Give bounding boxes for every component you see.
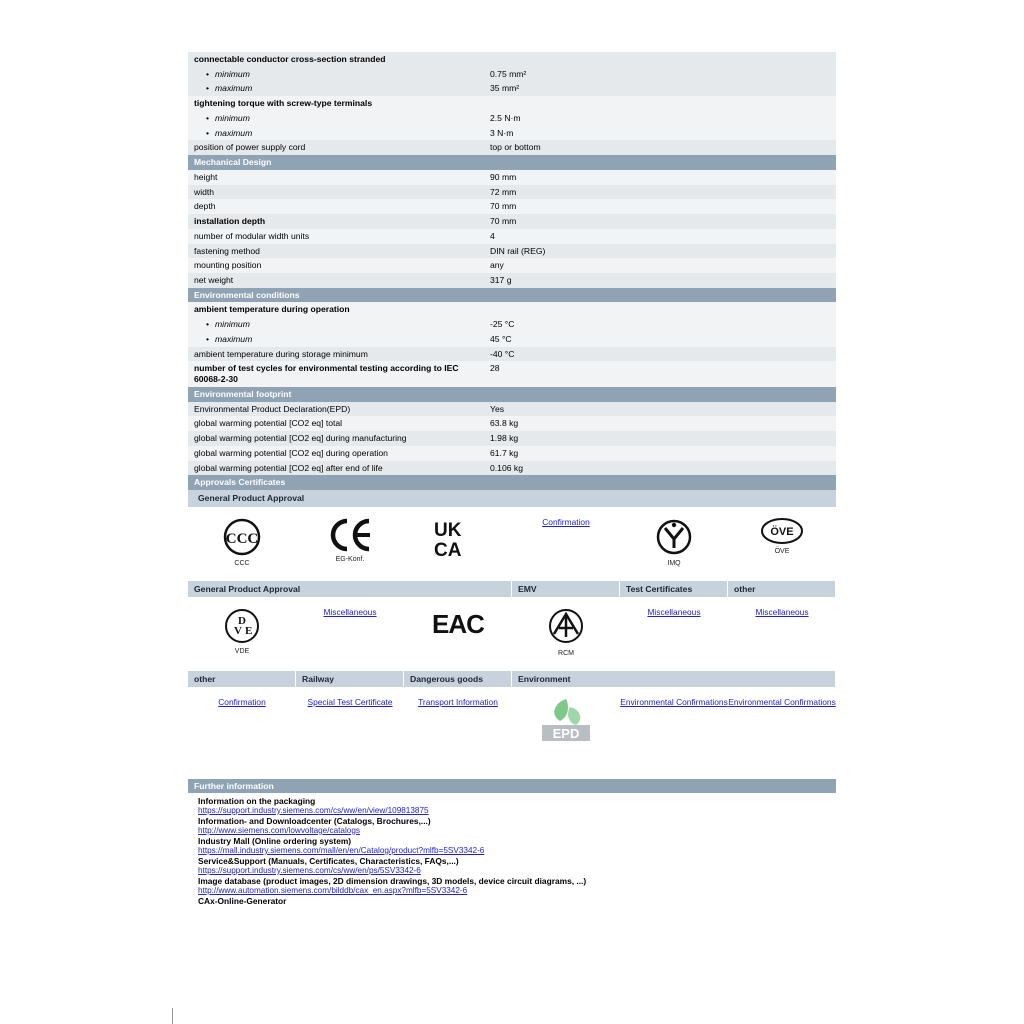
approval-caption: ÖVE (774, 547, 790, 555)
approvals-header-row (188, 581, 836, 597)
section-band-label: Environmental footprint (188, 387, 836, 402)
approval-link-cell[interactable] (620, 597, 728, 671)
approval-link-cell[interactable] (512, 507, 620, 581)
epd-mark-cell (512, 687, 620, 761)
spec-row (188, 185, 836, 200)
spec-row (188, 446, 836, 461)
spec-row (188, 111, 836, 126)
spec-row (188, 332, 836, 347)
approval-link[interactable]: Confirmation (218, 696, 266, 707)
spec-value: 0.106 kg (484, 461, 836, 476)
spec-value: Yes (484, 402, 836, 417)
approval-logo-row (188, 597, 836, 671)
approvals-header-cell: Test Certificates (620, 581, 728, 597)
subsection-band-label: General Product Approval (188, 490, 836, 507)
approvals-header-cell: General Product Approval (188, 581, 512, 597)
approval-link[interactable]: Environmental Confirmations (728, 696, 836, 707)
spec-row (188, 461, 836, 476)
spec-label: net weight (188, 273, 484, 288)
spec-value: 70 mm (484, 214, 836, 229)
approval-link-cell[interactable] (620, 687, 728, 761)
spec-value: 4 (484, 229, 836, 244)
spec-label: • maximum (188, 126, 484, 141)
svg-text:V: V (234, 624, 242, 637)
spec-label: • minimum (188, 317, 484, 332)
epd-mark-icon (512, 697, 620, 743)
ove-mark-cell (728, 507, 836, 581)
spec-row (188, 170, 836, 185)
spec-row (188, 317, 836, 332)
spec-value: 3 N·m (484, 126, 836, 141)
approval-link-cell[interactable] (296, 597, 404, 671)
section-band (188, 288, 836, 303)
vde-mark-icon (188, 607, 296, 645)
approvals-header-row (188, 671, 836, 687)
spec-label: • minimum (188, 67, 484, 82)
further-info-title: Service&Support (Manuals, Certificates, Characteristics, FAQs,...) (198, 855, 459, 866)
spec-row (188, 302, 836, 317)
approvals-header-cell: other (188, 671, 296, 687)
further-information-list (188, 793, 836, 906)
spec-value: 63.8 kg (484, 416, 836, 431)
page-left-rule (172, 1008, 173, 1024)
rcm-mark-cell (512, 597, 620, 671)
approval-caption: EG-Konf. (335, 555, 365, 563)
spec-value: 45 °C (484, 332, 836, 347)
approval-link[interactable]: Miscellaneous (755, 606, 809, 617)
eac-mark-cell (404, 597, 512, 671)
spec-value: 90 mm (484, 170, 836, 185)
imq-mark-icon (620, 517, 728, 557)
spec-value: 0.75 mm² (484, 67, 836, 82)
spec-row (188, 347, 836, 362)
approvals-header-cell: Dangerous goods (404, 671, 512, 687)
approval-link[interactable]: Environmental Confirmations (620, 696, 728, 707)
approval-link-cell[interactable] (728, 687, 836, 761)
approvals-header-cell: EMV (512, 581, 620, 597)
further-info-link[interactable]: https://support.industry.siemens.com/cs/ww/en/view/109813875 (198, 805, 429, 815)
spec-value: 317 g (484, 273, 836, 288)
spec-row (188, 67, 836, 82)
approval-caption: VDE (234, 647, 250, 655)
approvals-header-cell: Environment (512, 671, 836, 687)
approvals-group-1 (188, 507, 836, 581)
spec-row (188, 52, 836, 67)
spec-label: number of modular width units (188, 229, 484, 244)
spec-value: 70 mm (484, 199, 836, 214)
approval-link-cell[interactable] (404, 687, 512, 761)
spec-label: global warming potential [CO2 eq] after end of life (188, 461, 484, 476)
spec-label: global warming potential [CO2 eq] during manufacturing (188, 431, 484, 446)
approval-logo-row (188, 687, 836, 761)
spec-label: connectable conductor cross-section stranded (188, 52, 484, 67)
svg-text:ÖVE: ÖVE (770, 525, 794, 538)
spec-row (188, 126, 836, 141)
approval-link[interactable]: Special Test Certificate (307, 696, 393, 707)
svg-text:E: E (245, 624, 253, 637)
further-information-band: Further information (188, 779, 836, 793)
spec-label: global warming potential [CO2 eq] total (188, 416, 484, 431)
spec-label: depth (188, 199, 484, 214)
spec-row (188, 96, 836, 111)
svg-text:EAC: EAC (432, 608, 484, 639)
ukca-mark-icon (404, 517, 512, 561)
ce-mark-cell (296, 507, 404, 581)
approvals-group-3 (188, 671, 836, 761)
spec-row (188, 258, 836, 273)
approval-link-cell[interactable] (188, 687, 296, 761)
spec-label: ambient temperature during storage minimum (188, 347, 484, 362)
section-band (188, 387, 836, 402)
section-band-label: Environmental conditions (188, 288, 836, 303)
further-info-link[interactable]: https://mall.industry.siemens.com/mall/en/en/Catalog/product?mlfb=5SV3342-6 (198, 845, 485, 855)
spec-value: 2.5 N·m (484, 111, 836, 126)
further-info-title: Industry Mall (Online ordering system) (198, 835, 352, 846)
spec-row (188, 81, 836, 96)
svg-text:D: D (238, 614, 246, 627)
approval-link[interactable]: Miscellaneous (323, 606, 377, 617)
spec-label: ambient temperature during operation (188, 302, 484, 317)
svg-text:EPD: EPD (552, 725, 580, 741)
spec-label: position of power supply cord (188, 140, 484, 155)
ove-mark-icon (728, 517, 836, 545)
approvals-group-2 (188, 581, 836, 671)
further-info-link[interactable]: http://www.siemens.com/lowvoltage/catalogs (198, 825, 361, 835)
spec-label: height (188, 170, 484, 185)
section-band (188, 475, 836, 490)
spec-value (484, 52, 836, 67)
section-band-label: Approvals Certificates (188, 475, 836, 490)
further-info-title: Image database (product images, 2D dimension drawings, 3D models, device circuit diagrams, ...) (198, 875, 587, 886)
spec-label: fastening method (188, 244, 484, 259)
spec-row (188, 416, 836, 431)
approvals-header-cell: other (728, 581, 836, 597)
spec-row (188, 402, 836, 417)
approval-link[interactable]: Miscellaneous (647, 606, 701, 617)
approval-link-cell[interactable] (728, 597, 836, 671)
ccc-mark-icon (188, 517, 296, 557)
spec-row (188, 214, 836, 229)
further-information-section (188, 779, 836, 906)
spec-label: number of test cycles for environmental testing according to IEC 60068-2-30 (188, 361, 484, 386)
datasheet-page (188, 52, 836, 906)
ukca-mark-cell (404, 507, 512, 581)
spec-value: 61.7 kg (484, 446, 836, 461)
spec-value: 28 (484, 361, 836, 386)
further-info-title: Information on the packaging (198, 795, 316, 806)
approval-caption: CCC (234, 559, 250, 567)
spec-value (484, 96, 836, 111)
spec-row (188, 273, 836, 288)
spec-label: installation depth (188, 214, 484, 229)
further-info-link[interactable]: https://support.industry.siemens.com/cs/ww/en/ps/5SV3342-6 (198, 865, 421, 875)
spec-row (188, 229, 836, 244)
spec-label: • maximum (188, 332, 484, 347)
spec-label: • maximum (188, 81, 484, 96)
spec-value: 72 mm (484, 185, 836, 200)
ccc-mark-cell (188, 507, 296, 581)
further-info-title: Information- and Downloadcenter (Catalogs, Brochures,...) (198, 815, 431, 826)
section-band-label: Mechanical Design (188, 155, 836, 170)
further-info-link[interactable]: http://www.automation.siemens.com/bilddb/cax_en.aspx?mlfb=5SV3342-6 (198, 885, 468, 895)
spec-label: tightening torque with screw-type terminals (188, 96, 484, 111)
approval-link[interactable]: Confirmation (542, 516, 590, 527)
svg-text:CCC: CCC (225, 530, 259, 547)
section-band (188, 155, 836, 170)
further-info-title: CAx-Online-Generator (198, 895, 287, 906)
eac-mark-icon (404, 607, 512, 639)
spec-label: Environmental Product Declaration(EPD) (188, 402, 484, 417)
spec-value: -25 °C (484, 317, 836, 332)
spec-label: mounting position (188, 258, 484, 273)
spec-value: 35 mm² (484, 81, 836, 96)
approvals-header-cell: Railway (296, 671, 404, 687)
spec-label: global warming potential [CO2 eq] during operation (188, 446, 484, 461)
specifications-table (188, 52, 836, 507)
spec-row (188, 361, 836, 386)
spec-value: 1.98 kg (484, 431, 836, 446)
imq-mark-cell (620, 507, 728, 581)
spec-value (484, 302, 836, 317)
approval-logo-row (188, 507, 836, 581)
vde-mark-cell (188, 597, 296, 671)
spec-row (188, 140, 836, 155)
spec-value: -40 °C (484, 347, 836, 362)
spec-label: width (188, 185, 484, 200)
spec-value: DIN rail (REG) (484, 244, 836, 259)
svg-text:CA: CA (434, 539, 462, 561)
approval-link-cell[interactable] (296, 687, 404, 761)
approval-link[interactable]: Transport Information (418, 696, 498, 707)
spec-row (188, 199, 836, 214)
ce-mark-icon (296, 517, 404, 553)
subsection-band (188, 490, 836, 507)
rcm-mark-icon (512, 607, 620, 647)
approval-caption: RCM (558, 649, 574, 657)
spec-value: top or bottom (484, 140, 836, 155)
spec-label: • minimum (188, 111, 484, 126)
spec-value: any (484, 258, 836, 273)
spec-row (188, 244, 836, 259)
approval-caption: IMQ (667, 559, 681, 567)
svg-text:UK: UK (434, 519, 462, 541)
spec-row (188, 431, 836, 446)
